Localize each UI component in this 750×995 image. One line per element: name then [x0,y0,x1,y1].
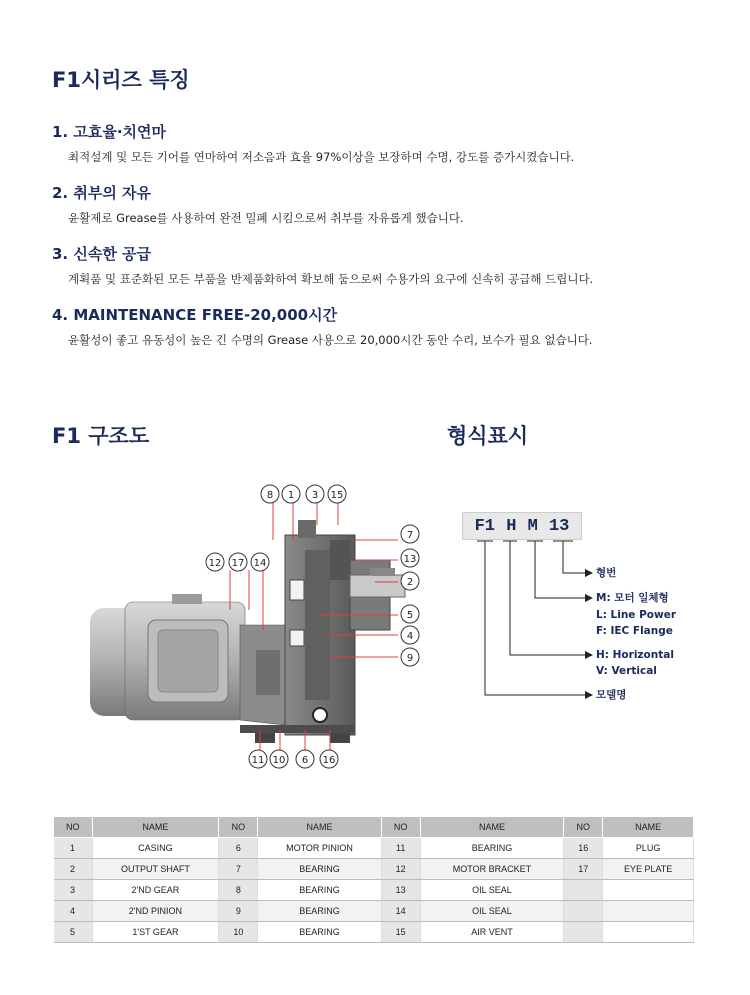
motor-bracket [240,625,285,725]
table-cell: MOTOR PINION [258,838,381,859]
table-cell [564,901,603,922]
callout-8: 8 [266,490,274,501]
table-cell [603,922,694,943]
table-cell: AIR VENT [420,922,564,943]
table-header-row [54,817,694,838]
callout-12: 12 [208,558,222,569]
header-name: NAME [603,817,694,838]
table-cell: 11 [381,838,420,859]
model-label-mount-2: V: Vertical [596,665,657,677]
table-cell: 2'ND PINION [92,901,219,922]
motor-body [90,594,245,720]
model-code-f1: F1 [474,516,495,536]
callout-left-group [206,553,269,571]
table-cell: OUTPUT SHAFT [92,859,219,880]
model-label-motor-3: F: IEC Flange [596,625,673,637]
callout-7: 7 [406,530,414,541]
table-row [54,901,694,922]
table-cell: CASING [92,838,219,859]
table-cell: 1'ST GEAR [92,922,219,943]
table-cell: 9 [219,901,258,922]
table-cell: 17 [564,859,603,880]
header-name: NAME [92,817,219,838]
table-cell: 14 [381,901,420,922]
table-cell [564,922,603,943]
table-cell [564,880,603,901]
header-no: NO [564,817,603,838]
model-label-motor-2: L: Line Power [596,609,676,621]
table-cell: BEARING [258,901,381,922]
table-cell: 2'ND GEAR [92,880,219,901]
table-cell: 7 [219,859,258,880]
table-cell [603,880,694,901]
header-name: NAME [420,817,564,838]
callout-10: 10 [272,755,286,766]
table-cell: BEARING [258,859,381,880]
feature-desc-4: 윤활성이 좋고 유동성이 높은 긴 수명의 Grease 사용으로 20,000시간 동안 수리, 보수가 필요 없습니다. [68,333,593,347]
header-no: NO [54,817,93,838]
table-cell: 8 [219,880,258,901]
table-cell: OIL SEAL [420,901,564,922]
callout-6: 6 [301,755,309,766]
table-cell: 6 [219,838,258,859]
table-cell: 12 [381,859,420,880]
structure-title: F1 구조도 [52,424,150,448]
callout-15: 15 [330,490,344,501]
model-code-13: 13 [548,516,570,536]
features-title: F1시리즈 특징 [52,68,190,92]
table-cell: 5 [54,922,93,943]
table-cell: 3 [54,880,93,901]
table-cell: 1 [54,838,93,859]
model-code-m: M [527,516,538,536]
header-no: NO [219,817,258,838]
feature-heading-1: 1. 고효율·치연마 [52,123,166,141]
table-cell: BEARING [258,922,381,943]
feature-heading-3: 3. 신속한 공급 [52,245,152,263]
table-cell: 2 [54,859,93,880]
callout-3: 3 [311,490,319,501]
table-cell: 15 [381,922,420,943]
callout-4: 4 [406,631,414,642]
table-row [54,880,694,901]
callout-top-group [261,485,346,503]
table-cell [603,901,694,922]
feature-heading-2: 2. 취부의 자유 [52,184,152,202]
callout-5: 5 [406,610,414,621]
header-name: NAME [258,817,381,838]
table-cell: 13 [381,880,420,901]
table-cell: OIL SEAL [420,880,564,901]
feature-desc-1: 최적설계 및 모든 기어를 연마하여 저소음과 효율 97%이상을 보장하며 수명, 강도를 증가시켰습니다. [68,150,575,164]
callout-1: 1 [287,490,295,501]
model-title: 형식표시 [447,424,529,448]
table-row [54,922,694,943]
callout-11: 11 [251,755,265,766]
model-label-motor-1: M: 모터 일체형 [596,592,669,604]
parts-table [53,816,694,943]
table-row [54,859,694,880]
gearbox-cross-section-diagram [80,480,440,770]
feature-desc-3: 계획품 및 표준화된 모든 부품을 반제품화하여 확보해 둠으로써 수용가의 요구에 신속히 공급해 드립니다. [68,272,594,286]
table-cell: PLUG [603,838,694,859]
model-code-h: H [506,516,517,536]
table-cell: 4 [54,901,93,922]
model-label-frame: 형번 [596,567,617,579]
model-label-mount-1: H: Horizontal [596,649,674,661]
table-cell: MOTOR BRACKET [420,859,564,880]
header-no: NO [381,817,420,838]
table-cell: 10 [219,922,258,943]
callout-bottom-group [249,750,338,768]
table-cell: EYE PLATE [603,859,694,880]
callout-17: 17 [231,558,245,569]
callout-14: 14 [253,558,267,569]
callout-16: 16 [322,755,336,766]
feature-heading-4: 4. MAINTENANCE FREE-20,000시간 [52,306,338,324]
feature-desc-2: 윤활제로 Grease를 사용하여 완전 밀폐 시킴으로써 취부를 자유롭게 했습니다. [68,211,464,225]
callout-2: 2 [406,577,414,588]
table-cell: BEARING [420,838,564,859]
callout-9: 9 [406,653,414,664]
table-row [54,838,694,859]
table-cell: 16 [564,838,603,859]
model-label-model-name: 모델명 [596,689,627,701]
table-cell: BEARING [258,880,381,901]
callout-13: 13 [403,554,417,565]
